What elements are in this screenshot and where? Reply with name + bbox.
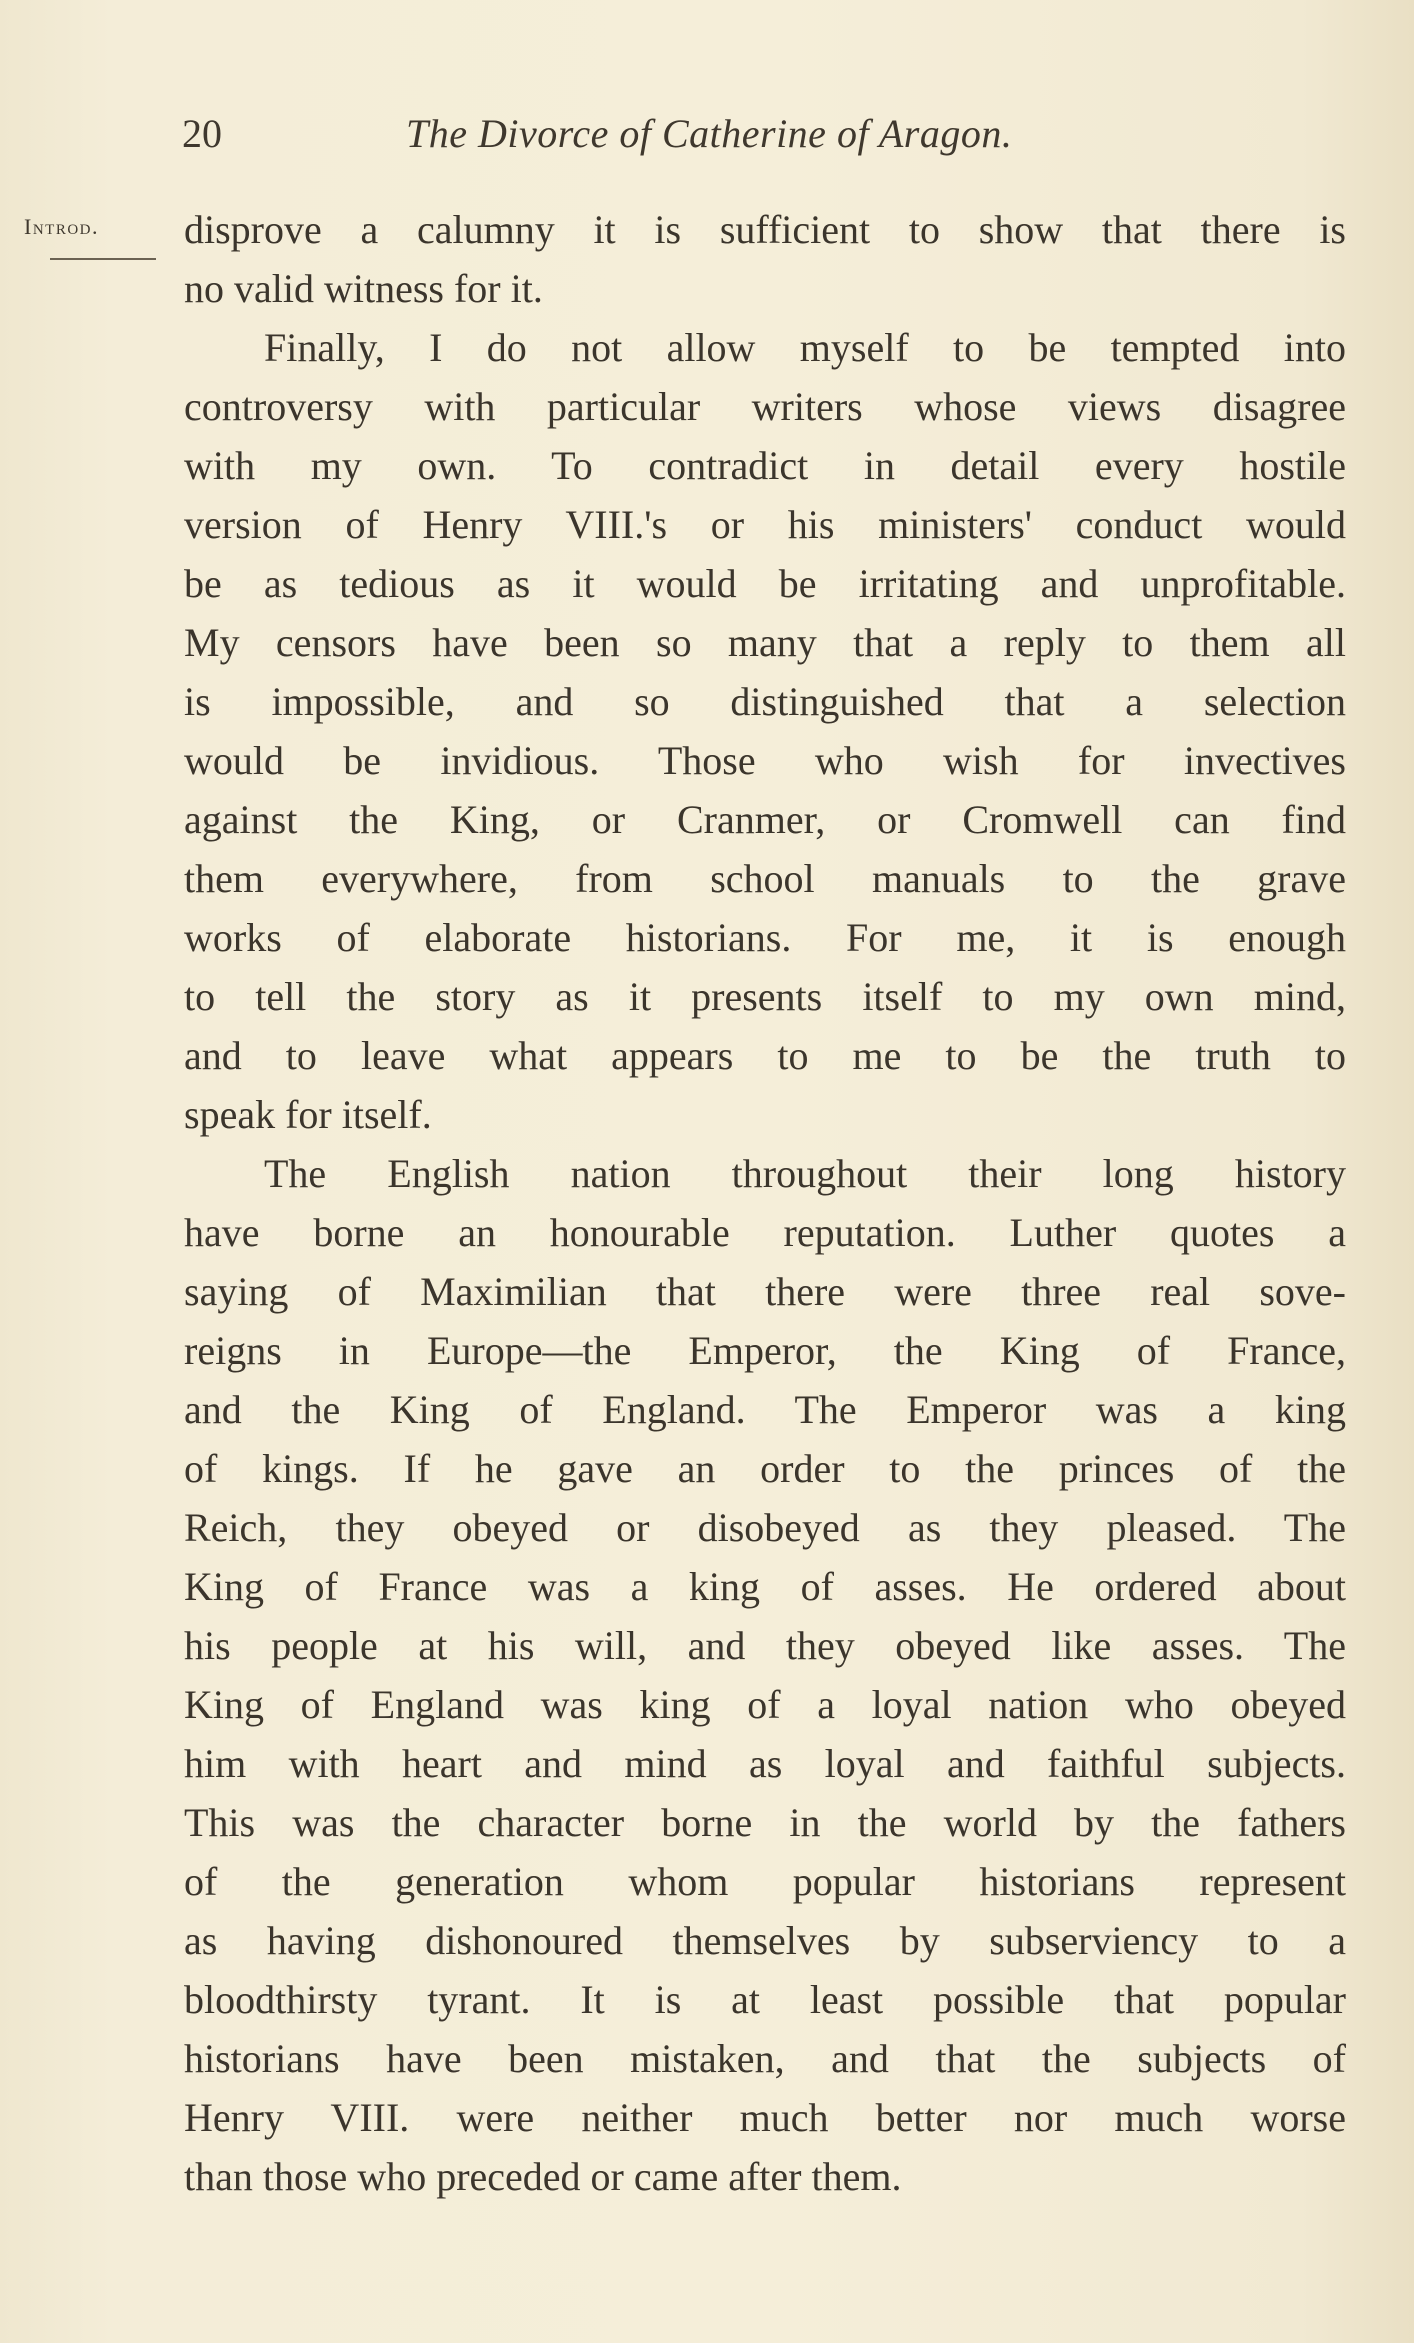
text-line: his people at his will, and they obeyed like asses. The	[184, 1623, 1346, 1668]
text-line: of the generation whom popular historians represent	[184, 1859, 1346, 1904]
text-line: Henry VIII. were neither much better nor much worse	[184, 2095, 1346, 2140]
text-line: speak for itself.	[184, 1092, 432, 1137]
body-text	[184, 200, 1346, 2206]
text-line: is impossible, and so distinguished that a selection	[184, 679, 1346, 724]
text-line: Finally, I do not allow myself to be tempted into	[264, 325, 1346, 370]
margin-note-label: Introd.	[24, 214, 99, 239]
text-line: bloodthirsty tyrant. It is at least possible that popular	[184, 1977, 1346, 2022]
text-line: reigns in Europe—the Emperor, the King of France,	[184, 1328, 1346, 1373]
text-line: him with heart and mind as loyal and faithful subjects.	[184, 1741, 1346, 1786]
text-line: King of England was king of a loyal nation who obeyed	[184, 1682, 1346, 1727]
text-line: version of Henry VIII.'s or his ministers' conduct would	[184, 502, 1346, 547]
text-line: The English nation throughout their long history	[264, 1151, 1346, 1196]
margin-note	[24, 212, 154, 260]
running-head	[182, 104, 1162, 164]
text-line: against the King, or Cranmer, or Cromwell can find	[184, 797, 1346, 842]
text-line: and the King of England. The Emperor was a king	[184, 1387, 1346, 1432]
text-line: King of France was a king of asses. He ordered about	[184, 1564, 1346, 1609]
text-line: them everywhere, from school manuals to the grave	[184, 856, 1346, 901]
text-line: no valid witness for it.	[184, 266, 543, 311]
text-line: with my own. To contradict in detail every hostile	[184, 443, 1346, 488]
text-line: disprove a calumny it is sufficient to show that there is	[184, 207, 1346, 252]
text-line: My censors have been so many that a reply to them all	[184, 620, 1346, 665]
text-line: historians have been mistaken, and that the subjects of	[184, 2036, 1346, 2081]
text-line: controversy with particular writers whose views disagree	[184, 384, 1346, 429]
text-line: Reich, they obeyed or disobeyed as they pleased. The	[184, 1505, 1346, 1550]
page-number: 20	[182, 111, 222, 156]
text-line: and to leave what appears to me to be the truth to	[184, 1033, 1346, 1078]
text-line: to tell the story as it presents itself to my own mind,	[184, 974, 1346, 1019]
text-line: than those who preceded or came after them.	[184, 2154, 902, 2199]
text-line: be as tedious as it would be irritating and unprofitable.	[184, 561, 1346, 606]
running-title: The Divorce of Catherine of Aragon.	[406, 111, 1013, 156]
text-line: This was the character borne in the world by the fathers	[184, 1800, 1346, 1845]
text-line: would be invidious. Those who wish for invectives	[184, 738, 1346, 783]
text-line: saying of Maximilian that there were three real sove-	[184, 1269, 1346, 1314]
margin-note-rule	[50, 258, 156, 260]
text-line: have borne an honourable reputation. Luther quotes a	[184, 1210, 1346, 1255]
text-line: works of elaborate historians. For me, it is enough	[184, 915, 1346, 960]
text-line: as having dishonoured themselves by subserviency to a	[184, 1918, 1346, 1963]
text-line: of kings. If he gave an order to the princes of the	[184, 1446, 1346, 1491]
